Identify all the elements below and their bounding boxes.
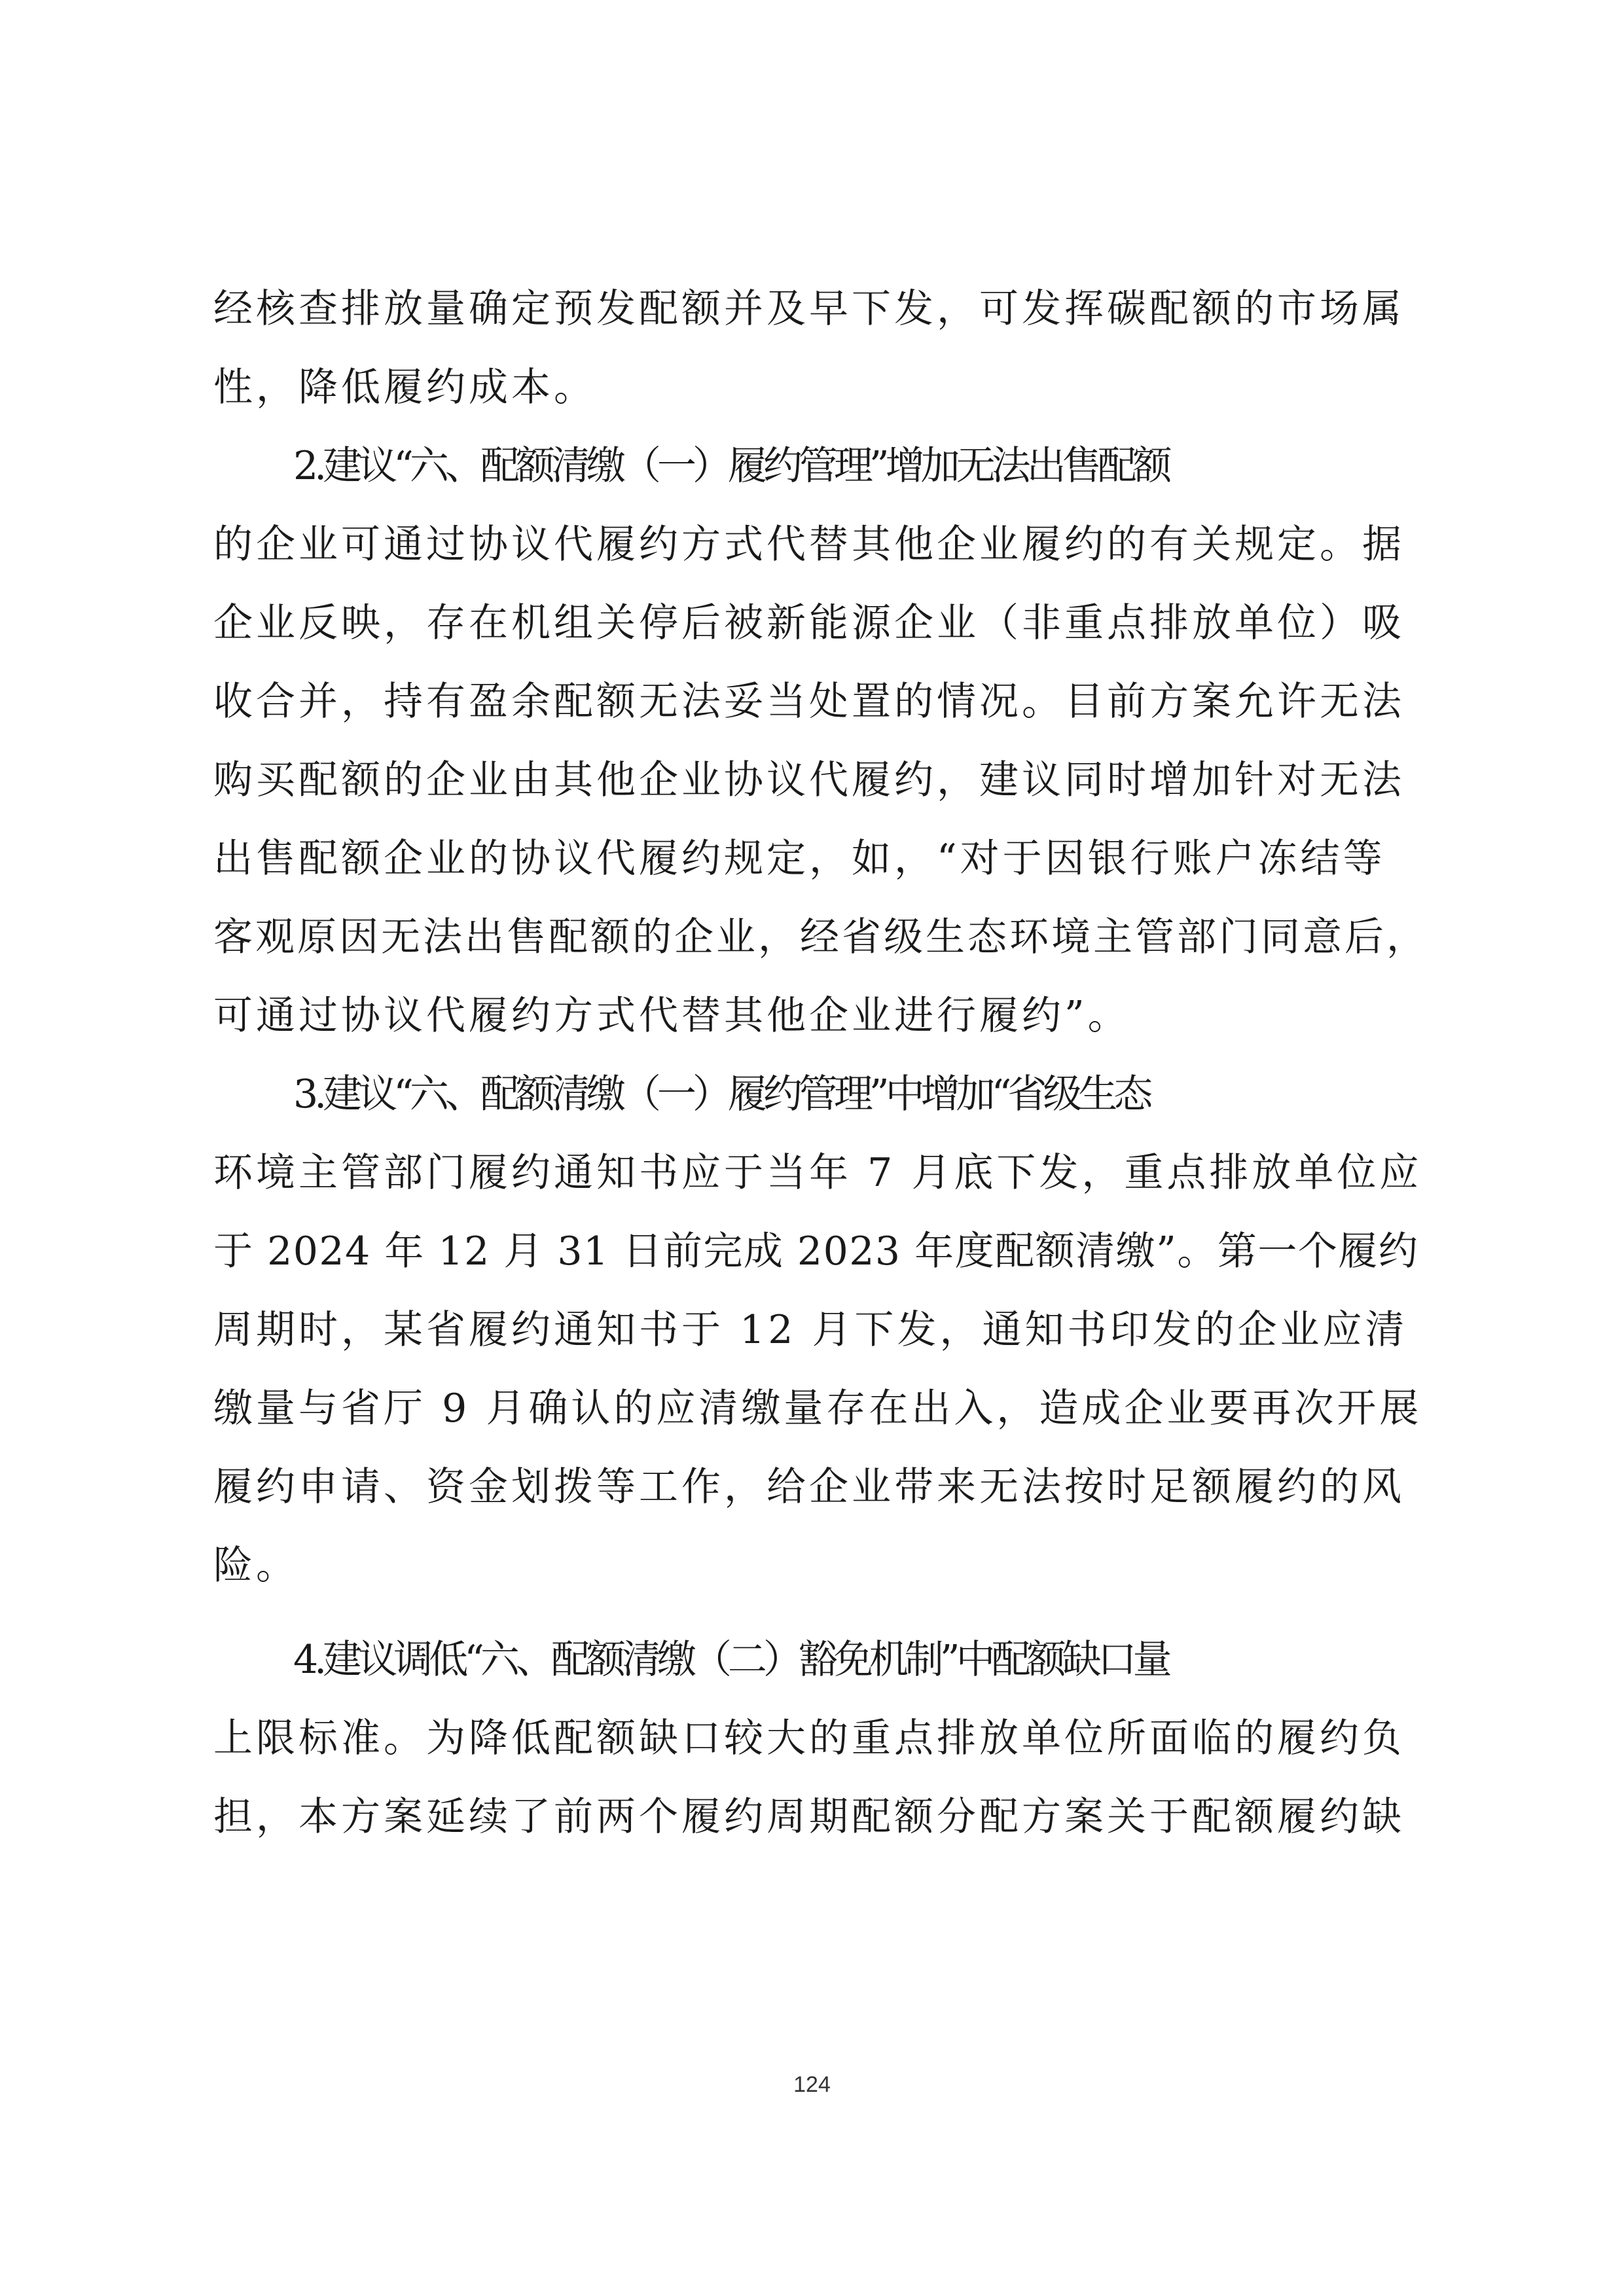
text-line: 上限标准。为降低配额缺口较大的重点排放单位所面临的履约负: [213, 1715, 1405, 1761]
page-number: 124: [793, 2072, 831, 2097]
text-line: 收合并，持有盈余配额无法妥当处置的情况。目前方案允许无法: [213, 679, 1405, 725]
text-line: 周期时，某省履约通知书于 12 月下发，通知书印发的企业应清: [213, 1307, 1408, 1353]
text-line: 经核查排放量确定预发配额并及早下发，可发挥碳配额的市场属: [213, 286, 1405, 332]
text-line: 客观原因无法出售配额的企业，经省级生态环境主管部门同意后，: [213, 914, 1428, 960]
paragraph-start-line: 2.建议“六、配额清缴（一）履约管理”增加无法出售配额: [293, 443, 1168, 489]
text-line: 的企业可通过协议代履约方式代替其他企业履约的有关规定。据: [213, 522, 1405, 567]
paragraph-start-line: 4.建议调低“六、配额清缴（二）豁免机制”中配额缺口量: [293, 1637, 1168, 1683]
text-line: 于 2024 年 12 月 31 日前完成 2023 年度配额清缴”。第一个履约: [213, 1229, 1419, 1274]
text-line: 缴量与省厅 9 月确认的应清缴量存在出入，造成企业要再次开展: [213, 1386, 1422, 1431]
text-line: 购买配额的企业由其他企业协议代履约，建议同时增加针对无法: [213, 757, 1405, 803]
text-line: 性，降低履约成本。: [213, 365, 596, 410]
text-line: 环境主管部门履约通知书应于当年 7 月底下发，重点排放单位应: [213, 1150, 1422, 1196]
text-line: 可通过协议代履约方式代替其他企业进行履约”。: [213, 993, 1130, 1039]
paragraph-start-line: 3.建议“六、配额清缴（一）履约管理”中增加“省级生态: [293, 1071, 1149, 1117]
text-line: 险。: [213, 1543, 298, 1588]
text-line: 履约申请、资金划拨等工作，给企业带来无法按时足额履约的风: [213, 1464, 1405, 1510]
text-line: 担，本方案延续了前两个履约周期配额分配方案关于配额履约缺: [213, 1794, 1405, 1840]
text-line: 企业反映，存在机组关停后被新能源企业（非重点排放单位）吸: [213, 600, 1405, 646]
text-line: 出售配额企业的协议代履约规定，如，“对于因银行账户冻结等: [213, 836, 1386, 882]
